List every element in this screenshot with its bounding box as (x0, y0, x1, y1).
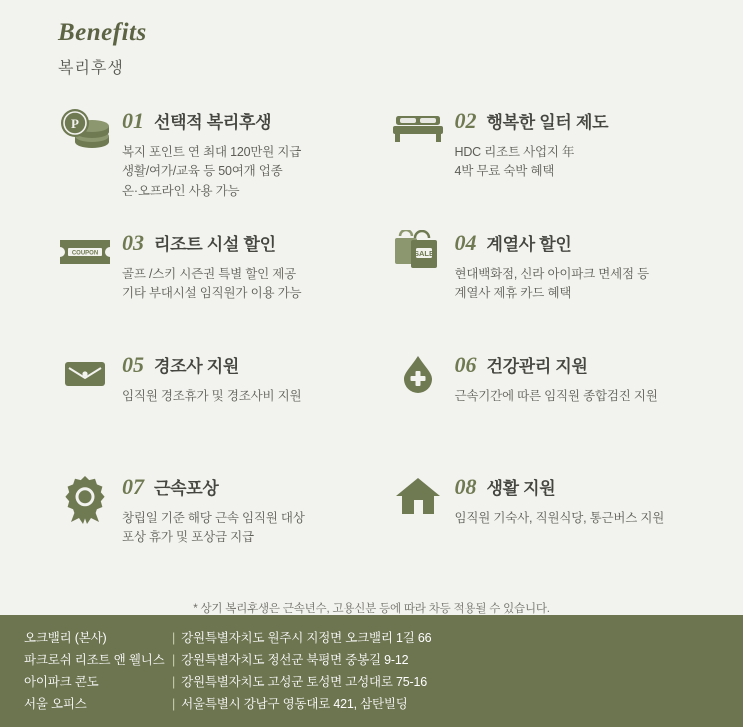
benefit-title-row-02 (455, 108, 609, 134)
benefit-title: 계열사 할인 (486, 235, 572, 254)
benefit-title: 리조트 시설 할인 (154, 235, 276, 254)
footer-line (24, 627, 743, 649)
benefit-title-row-01 (122, 108, 301, 134)
footer-line (24, 649, 743, 671)
benefit-number: 01 (122, 108, 144, 133)
benefit-desc-05 (122, 387, 301, 406)
benefit-title: 건강관리 지원 (486, 357, 588, 376)
page-title-ko: 복리후생 (58, 60, 124, 77)
footer-location-label: 오크밸리 (본사) (24, 630, 107, 645)
footer-address: 강원특별자치도 고성군 토성면 고성대로 75-16 (181, 674, 428, 689)
benefit-desc-line: 복지 포인트 연 최대 120만원 지급 (122, 145, 302, 159)
benefit-title: 행복한 일터 제도 (486, 113, 609, 132)
benefit-body-01 (122, 106, 301, 201)
benefit-desc-line: 창립일 기준 해당 근속 임직원 대상 (122, 511, 305, 525)
medical-drop-icon (381, 350, 455, 410)
benefit-desc-line: 4박 무료 숙박 혜택 (454, 164, 555, 179)
benefit-desc-line: 임직원 기숙사, 직원식당, 통근버스 지원 (454, 511, 665, 525)
benefits-grid (0, 106, 743, 594)
benefit-title-row-06 (455, 352, 658, 378)
benefit-number: 08 (454, 474, 477, 499)
footer-separator: | (172, 630, 176, 645)
benefit-item-03 (48, 228, 381, 350)
footer-location-label: 아이파크 콘도 (24, 674, 99, 689)
benefit-body-06 (455, 350, 658, 406)
footer-address: 강원특별자치도 원주시 지정면 오크밸리 1길 66 (181, 630, 432, 645)
benefit-desc-line: 임직원 경조휴가 및 경조사비 지원 (122, 389, 302, 403)
benefit-desc-03 (122, 265, 301, 304)
benefit-title: 선택적 복리후생 (154, 113, 272, 132)
coin-stack-point-icon (48, 106, 122, 166)
benefit-desc-line: 온·오프라인 사용 가능 (122, 183, 240, 198)
benefit-number: 03 (122, 230, 144, 255)
benefit-number: 06 (454, 352, 477, 377)
shopping-bag-sale-icon (381, 228, 455, 288)
benefit-item-05 (48, 350, 381, 472)
footer-location-label: 서울 오피스 (24, 696, 87, 711)
benefit-number: 02 (454, 108, 477, 133)
benefit-number: 05 (122, 352, 144, 377)
envelope-icon (48, 350, 122, 410)
house-icon (381, 472, 455, 532)
award-ribbon-icon (48, 472, 122, 532)
footer-separator: | (172, 674, 176, 689)
benefit-body-07 (122, 472, 305, 548)
benefit-desc-08 (455, 509, 665, 528)
footer-separator: | (172, 652, 176, 667)
benefit-body-05 (122, 350, 301, 406)
benefit-item-02 (381, 106, 714, 228)
benefit-number: 04 (454, 230, 477, 255)
benefit-body-03 (122, 228, 301, 304)
footer-address: 서울특별시 강남구 영동대로 421, 삼탄빌딩 (181, 696, 408, 711)
benefit-title-row-04 (455, 230, 650, 256)
benefit-title-row-05 (122, 352, 301, 378)
footer-address: 강원특별자치도 정선군 북평면 중봉길 9-12 (181, 652, 409, 667)
benefit-body-04 (455, 228, 650, 304)
benefit-body-02 (455, 106, 609, 182)
benefit-desc-01 (122, 143, 301, 201)
benefit-title-row-07 (122, 474, 305, 500)
benefit-desc-line: 계열사 제휴 카드 혜택 (454, 286, 572, 301)
svg-text:SALE: SALE (413, 249, 434, 258)
footer-line (24, 671, 743, 693)
benefit-desc-04 (455, 265, 650, 304)
benefit-item-01 (48, 106, 381, 228)
benefit-item-04 (381, 228, 714, 350)
benefit-number: 07 (122, 474, 144, 499)
benefit-desc-line: 골프 /스키 시즌권 특별 할인 제공 (122, 267, 297, 281)
benefit-title: 근속포상 (154, 479, 219, 498)
benefit-desc-02 (455, 143, 609, 182)
benefit-desc-line: 근속기간에 따른 임직원 종합검진 지원 (454, 389, 658, 403)
benefit-desc-07 (122, 509, 305, 548)
benefit-desc-line: 포상 휴가 및 포상금 지급 (122, 530, 254, 545)
benefit-item-08 (381, 472, 714, 594)
page-title-en: Benefits (58, 19, 147, 46)
benefit-title-row-08 (455, 474, 665, 500)
benefit-item-07 (48, 472, 381, 594)
page-header (0, 0, 743, 78)
benefit-desc-06 (455, 387, 658, 406)
benefit-body-08 (455, 472, 665, 528)
svg-text:COUPON: COUPON (71, 250, 99, 257)
benefit-title: 생활 지원 (486, 479, 556, 498)
footer-location-label: 파크로쉬 리조트 앤 웰니스 (24, 652, 165, 667)
benefit-title-row-03 (122, 230, 301, 256)
footer-separator: | (172, 696, 176, 711)
benefit-title: 경조사 지원 (154, 357, 240, 376)
footer (0, 615, 743, 727)
benefit-desc-line: 기타 부대시설 임직원가 이용 가능 (122, 286, 302, 301)
benefit-desc-line: HDC 리조트 사업지 年 (454, 145, 575, 159)
benefit-desc-line: 생활/여가/교육 등 50여개 업종 (122, 164, 283, 179)
footer-line (24, 693, 743, 715)
footnote: * 상기 복리후생은 근속년수, 고용신분 등에 따라 차등 적용될 수 있습니다. (193, 603, 550, 615)
bed-icon (381, 106, 455, 166)
benefit-item-06 (381, 350, 714, 472)
benefit-desc-line: 현대백화점, 신라 아이파크 면세점 등 (454, 267, 649, 281)
svg-text:P: P (71, 116, 79, 131)
coupon-icon (48, 228, 122, 288)
